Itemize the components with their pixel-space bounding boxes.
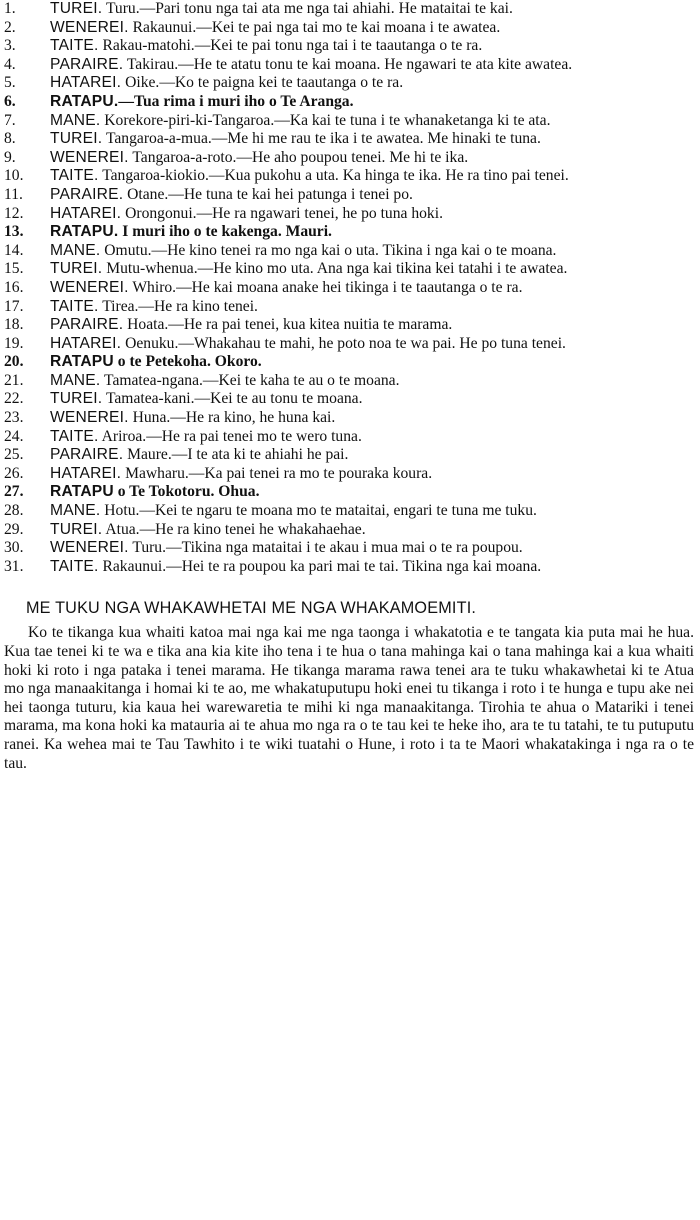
day-entry [4, 149, 696, 168]
day-description: Turu.—Tikina nga mataitai i te akau i mua mai o te ra poupou. [132, 539, 523, 557]
day-content [50, 446, 696, 465]
day-entry [4, 205, 696, 224]
day-description: Rakaunui.—Hei te ra poupou ka pari mai te tai. Tikina nga kai moana. [102, 557, 542, 575]
day-content [50, 167, 696, 186]
day-content [50, 37, 696, 56]
day-name: RATAPU [50, 353, 114, 371]
day-content [50, 298, 696, 317]
day-entry [4, 353, 696, 372]
day-name: TAITE. [50, 297, 99, 315]
day-entry [4, 56, 696, 75]
day-number: 11. [4, 185, 23, 203]
day-description: Omutu.—He kino tenei ra mo nga kai o uta. Tikina i nga kai o te moana. [104, 241, 557, 259]
day-name: WENEREI. [50, 539, 129, 557]
day-content [50, 372, 696, 391]
day-name: PARAIRE. [50, 185, 124, 203]
day-name: HATAREI. [50, 74, 122, 92]
day-number: 20. [4, 353, 24, 371]
day-number: 10. [4, 167, 24, 185]
day-number: 18. [4, 316, 24, 334]
day-content [50, 19, 696, 38]
day-number: 3. [4, 37, 16, 55]
day-name: RATAPU. [50, 223, 119, 241]
day-number: 8. [4, 130, 16, 148]
day-name: RATAPU [50, 483, 114, 501]
day-entry [4, 298, 696, 317]
day-content [50, 539, 696, 558]
day-number: 14. [4, 241, 24, 259]
day-description: Oenuku.—Whakahau te mahi, he poto noa te wa pai. He po tuna tenei. [125, 334, 566, 352]
day-description: Otane.—He tuna te kai hei patunga i tenei po. [127, 185, 413, 203]
day-content [50, 279, 696, 298]
day-description: Rakau-matohi.—Kei te pai tonu nga tai i te taautanga o te ra. [102, 37, 483, 55]
day-number: 22. [4, 390, 24, 408]
day-number: 6. [4, 92, 16, 110]
day-description: o Te Tokotoru. Ohua. [117, 483, 260, 501]
day-entry [4, 19, 696, 38]
day-description: Maure.—I te ata ki te ahiahi he pai. [127, 446, 349, 464]
day-name: RATAPU. [50, 92, 119, 110]
day-content [50, 56, 696, 75]
day-name: PARAIRE. [50, 316, 124, 334]
day-description: Tangaroa-a-roto.—He aho poupou tenei. Me hi te ika. [132, 148, 469, 166]
day-number: 27. [4, 483, 24, 501]
day-number: 31. [4, 557, 24, 575]
day-number: 26. [4, 464, 24, 482]
day-name: MANE. [50, 111, 101, 129]
day-content [50, 502, 696, 521]
day-content [50, 465, 696, 484]
day-content [50, 130, 696, 149]
day-description: o te Petekoha. Okoro. [117, 353, 262, 371]
day-entry [4, 390, 696, 409]
day-name: HATAREI. [50, 204, 122, 222]
day-content [50, 390, 696, 409]
day-description: Mawharu.—Ka pai tenei ra mo te pouraka koura. [125, 464, 433, 482]
day-name: WENEREI. [50, 148, 129, 166]
day-entry [4, 465, 696, 484]
day-description: Mutu-whenua.—He kino mo uta. Ana nga kai tikina kei tatahi i te awatea. [106, 260, 568, 278]
day-entry [4, 112, 696, 131]
day-entry [4, 242, 696, 261]
day-name: TUREI. [50, 260, 103, 278]
section-paragraph: Ko te tikanga kua whaiti katoa mai nga kai me nga taonga i whakatotia e te tangata kia puta mai he hua. Kua tae tenei ki te wa e tika ana kia kite iho tena i te hua o tana mahinga kai o tana mahinga kai a kua whaiti hoki ki roto i nga pataka i tenei marama. He tikanga marama rawa tenei ara te tuku whakawhetai ki te Atua mo nga manaakitanga i homai ki te ao, me whakatuputupu hoki enei tu tikanga i roto i te hunga e tupu ake nei hei taonga tuturu, kia kaua hei warewaretia te mihi ki nga manaakitanga. Tirohia te ahua o Matariki i tenei marama, ma kona hoki ka matauria ai te ahua mo nga ra o te tau kei te heke iho, ara te tu tatahi, te tu putuputu ranei. Ka wehea mai te Tau Tawhito i te wiki tuatahi o Hune, i roto i ta te Maori whakatakinga i nga ra o te tau. [4, 624, 694, 772]
day-content [50, 316, 696, 335]
day-number: 13. [4, 223, 24, 241]
day-name: TAITE. [50, 37, 99, 55]
day-description: Atua.—He ra kino tenei he whakahaehae. [105, 520, 366, 538]
day-name: TUREI. [50, 0, 103, 17]
day-name: TUREI. [50, 520, 103, 538]
day-description: Ariroa.—He ra pai tenei mo te wero tuna. [101, 427, 362, 445]
day-entry [4, 130, 696, 149]
day-entry [4, 428, 696, 447]
day-name: MANE. [50, 371, 101, 389]
day-entry [4, 167, 696, 186]
day-description: Huna.—He ra kino, he huna kai. [132, 409, 336, 427]
day-number: 16. [4, 278, 24, 296]
day-content [50, 483, 696, 502]
day-content [50, 0, 696, 19]
day-content [50, 223, 696, 242]
day-number: 23. [4, 409, 24, 427]
day-number: 30. [4, 539, 24, 557]
day-entry [4, 483, 696, 502]
day-name: PARAIRE. [50, 55, 124, 73]
day-description: Oike.—Ko te paigna kei te taautanga o te ra. [125, 74, 404, 92]
day-description: Hoata.—He ra pai tenei, kua kitea nuitia te marama. [127, 316, 453, 334]
day-name: MANE. [50, 241, 101, 259]
day-name: WENEREI. [50, 409, 129, 427]
day-content [50, 149, 696, 168]
day-name: WENEREI. [50, 18, 129, 36]
day-number: 4. [4, 55, 16, 73]
day-name: WENEREI. [50, 278, 129, 296]
day-content [50, 428, 696, 447]
day-entry [4, 279, 696, 298]
day-number: 9. [4, 148, 16, 166]
day-calendar [4, 0, 696, 576]
day-description: Korekore-piri-ki-Tangaroa.—Ka kai te tuna i te whanaketanga ki te ata. [104, 111, 551, 129]
day-name: HATAREI. [50, 334, 122, 352]
day-content [50, 260, 696, 279]
day-entry [4, 409, 696, 428]
day-name: PARAIRE. [50, 446, 124, 464]
day-content [50, 205, 696, 224]
day-content [50, 74, 696, 93]
day-content [50, 353, 696, 372]
day-name: HATAREI. [50, 464, 122, 482]
day-entry [4, 539, 696, 558]
day-number: 5. [4, 74, 16, 92]
day-entry [4, 93, 696, 112]
day-description: I muri iho o te kakenga. Mauri. [122, 223, 332, 241]
day-name: MANE. [50, 502, 101, 520]
day-entry [4, 0, 696, 19]
day-name: TUREI. [50, 390, 103, 408]
day-description: Tamatea-kani.—Kei te au tonu te moana. [105, 390, 363, 408]
day-description: Tangaroa-a-mua.—Me hi me rau te ika i te awatea. Me hinaki te tuna. [105, 130, 541, 148]
day-number: 19. [4, 334, 24, 352]
day-entry [4, 446, 696, 465]
day-entry [4, 37, 696, 56]
day-name: TAITE. [50, 557, 99, 575]
day-number: 25. [4, 446, 24, 464]
day-description: Turu.—Pari tonu nga tai ata me nga tai ahiahi. He mataitai te kai. [105, 0, 513, 17]
day-number: 29. [4, 520, 24, 538]
day-entry [4, 316, 696, 335]
day-entry [4, 502, 696, 521]
day-description: Tangaroa-kiokio.—Kua pukohu a uta. Ka hinga te ika. He ra tino pai tenei. [102, 167, 569, 185]
day-number: 2. [4, 18, 16, 36]
day-description: Rakaunui.—Kei te pai nga tai mo te kai moana i te awatea. [132, 18, 501, 36]
day-number: 12. [4, 204, 24, 222]
day-description: Tirea.—He ra kino tenei. [102, 297, 258, 315]
day-description: Whiro.—He kai moana anake hei tikinga i te taautanga o te ra. [132, 278, 523, 296]
section-heading: ME TUKU NGA WHAKAWHETAI ME NGA WHAKAMOEMITI. [26, 599, 477, 618]
day-description: Tamatea-ngana.—Kei te kaha te au o te moana. [104, 371, 400, 389]
day-number: 17. [4, 297, 24, 315]
day-number: 15. [4, 260, 24, 278]
day-content [50, 409, 696, 428]
day-entry [4, 223, 696, 242]
day-entry [4, 372, 696, 391]
day-number: 21. [4, 371, 24, 389]
day-name: TUREI. [50, 130, 103, 148]
day-number: 24. [4, 427, 24, 445]
day-description: —Tua rima i muri iho o Te Aranga. [118, 92, 354, 110]
day-description: Takirau.—He te atatu tonu te kai moana. He ngawari te ata kite awatea. [126, 55, 573, 73]
day-content [50, 521, 696, 540]
day-content [50, 558, 696, 577]
day-number: 7. [4, 111, 16, 129]
day-content [50, 93, 696, 112]
day-name: TAITE. [50, 167, 99, 185]
day-name: TAITE. [50, 427, 99, 445]
day-content [50, 242, 696, 261]
day-content [50, 335, 696, 354]
day-entry [4, 74, 696, 93]
day-entry [4, 260, 696, 279]
day-description: Hotu.—Kei te ngaru te moana mo te mataitai, engari te tuna me tuku. [104, 502, 537, 520]
day-description: Orongonui.—He ra ngawari tenei, he po tuna hoki. [125, 204, 443, 222]
day-content [50, 112, 696, 131]
day-entry [4, 335, 696, 354]
day-entry [4, 186, 696, 205]
day-content [50, 186, 696, 205]
day-number: 1. [4, 0, 16, 17]
day-entry [4, 558, 696, 577]
day-entry [4, 521, 696, 540]
day-number: 28. [4, 502, 24, 520]
